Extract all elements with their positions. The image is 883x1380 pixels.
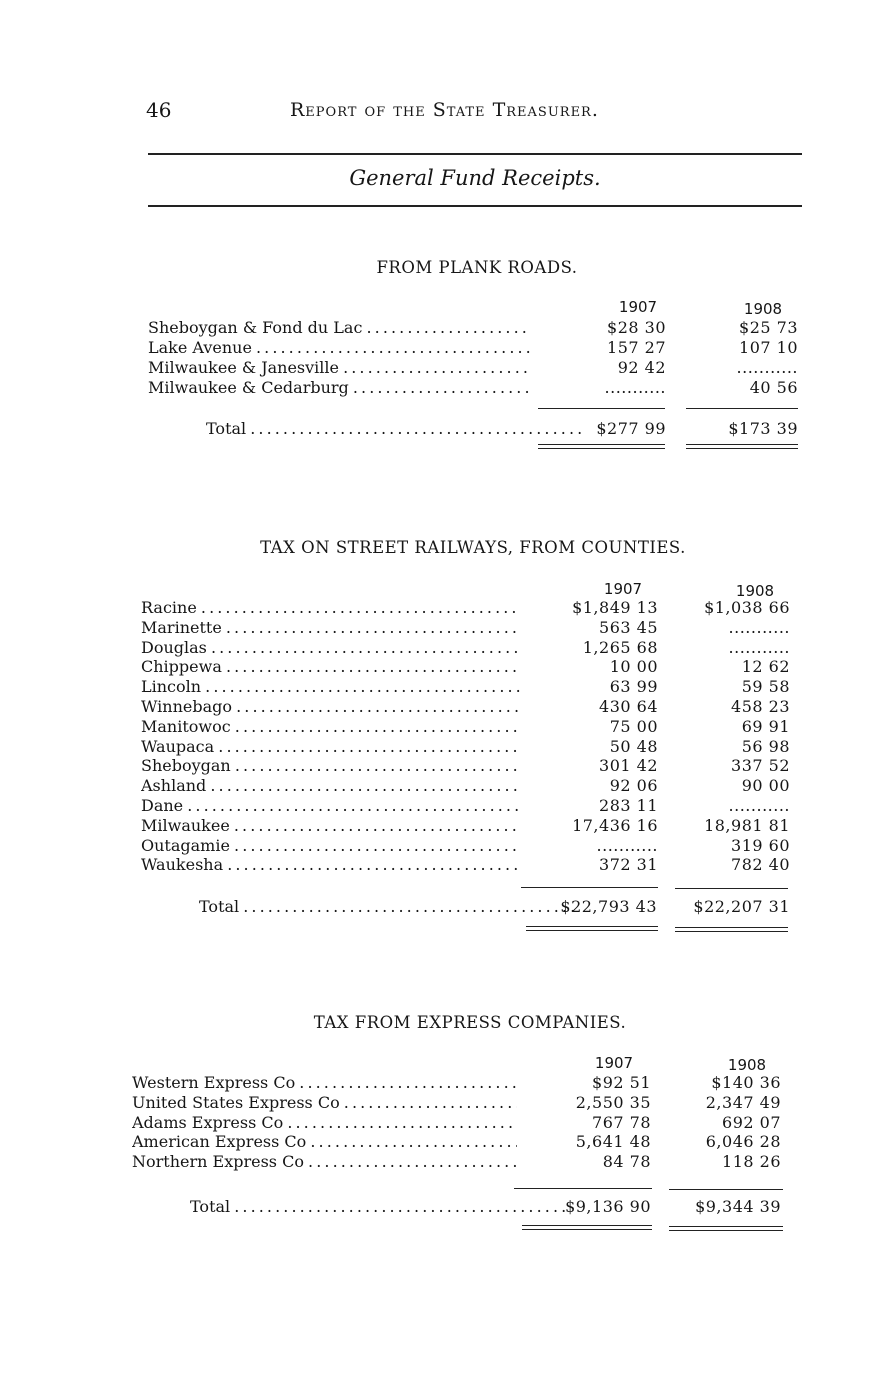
table-row <box>132 1073 786 1093</box>
cell-1908: 12 62 <box>741 657 790 677</box>
row-label: Milwaukee . . . <box>141 816 521 835</box>
cell-1908: 2,347 49 <box>705 1092 781 1112</box>
street-railways-table <box>141 538 795 938</box>
total-row <box>141 897 795 917</box>
cell-1908: 337 52 <box>731 756 790 776</box>
sum-line-1907 <box>521 887 658 888</box>
row-label: Northern Express Co . . . <box>132 1152 517 1171</box>
cell-1908: ........... <box>728 637 790 657</box>
table-row <box>141 776 795 796</box>
table-row <box>141 677 795 697</box>
cell-1907: 75 00 <box>609 716 658 736</box>
row-label: Western Express Co . . . <box>132 1073 517 1092</box>
double-rule-1907 <box>526 926 658 931</box>
row-label: Adams Express Co . . . <box>132 1113 517 1132</box>
row-label: United States Express Co . . . <box>132 1093 517 1112</box>
row-label: Dane . . . <box>141 796 521 815</box>
cell-1907: 10 00 <box>609 657 658 677</box>
table-row <box>141 756 795 776</box>
cell-1908: 40 56 <box>749 378 798 397</box>
cell-1907: 1,265 68 <box>582 637 658 657</box>
total-1908: $22,207 31 <box>693 897 790 916</box>
double-rule-1907 <box>538 444 665 449</box>
table-row <box>148 318 802 338</box>
cell-1907: 17,436 16 <box>572 815 658 835</box>
row-label: Sheboygan . . . <box>141 756 521 775</box>
table-row <box>141 638 795 658</box>
cell-1908: 69 91 <box>741 716 790 736</box>
column-header-1908: 1908 <box>735 582 775 600</box>
total-row <box>132 1197 786 1217</box>
cell-1907: 63 99 <box>609 677 658 697</box>
bottom-rule <box>148 205 802 207</box>
cell-1907: 92 06 <box>609 776 658 796</box>
table-row <box>141 697 795 717</box>
cell-1908: 692 07 <box>722 1112 781 1132</box>
section-title: FROM PLANK ROADS. <box>376 258 578 277</box>
double-rule-1908 <box>675 927 788 932</box>
sum-line-1907 <box>514 1188 652 1189</box>
double-rule-1908 <box>669 1226 783 1231</box>
table-row <box>148 338 802 358</box>
total-1907: $277 99 <box>596 419 666 438</box>
cell-1908: $140 36 <box>711 1073 781 1092</box>
table-row <box>148 378 802 398</box>
cell-1908: 18,981 81 <box>704 815 790 835</box>
total-label: Total . . . <box>141 897 574 916</box>
section-title: TAX ON STREET RAILWAYS, FROM COUNTIES. <box>260 538 686 557</box>
cell-1908: 118 26 <box>722 1152 781 1172</box>
cell-1908: $25 73 <box>739 318 798 337</box>
table-row <box>141 657 795 677</box>
cell-1907: 50 48 <box>609 736 658 756</box>
cell-1907: 767 78 <box>592 1112 651 1132</box>
cell-1907: 84 78 <box>602 1152 651 1172</box>
row-label: Marinette . . . <box>141 618 521 637</box>
page-number: 46 <box>146 98 172 122</box>
table-row <box>141 717 795 737</box>
cell-1908: 56 98 <box>741 736 790 756</box>
total-label: Total . . . <box>148 419 586 438</box>
row-label: Lake Avenue . . . <box>148 338 530 357</box>
cell-1907: 283 11 <box>599 796 658 815</box>
cell-1907: 92 42 <box>617 358 666 377</box>
cell-1908: ........... <box>728 796 790 815</box>
cell-1907: 157 27 <box>607 338 666 357</box>
double-rule-1907 <box>522 1225 652 1230</box>
table-row <box>141 618 795 638</box>
cell-1908: $1,038 66 <box>704 598 790 617</box>
cell-1907: 563 45 <box>599 617 658 637</box>
row-label: Waukesha . . . <box>141 855 521 874</box>
row-label: Manitowoc . . . <box>141 717 521 736</box>
row-label: Ashland . . . <box>141 776 521 795</box>
row-label: Douglas . . . <box>141 638 521 657</box>
table-row <box>141 796 795 816</box>
row-label: Winnebago . . . <box>141 697 521 716</box>
section-title: TAX FROM EXPRESS COMPANIES. <box>313 1013 627 1032</box>
cell-1907: ........... <box>596 835 658 855</box>
double-rule-1908 <box>686 444 798 449</box>
running-head: Report of the State Treasurer. <box>290 99 599 121</box>
table-row <box>132 1113 786 1133</box>
row-label: American Express Co . . . <box>132 1132 517 1151</box>
row-label: Milwaukee & Janesville . . . <box>148 358 530 377</box>
column-header-1907: 1907 <box>594 1054 634 1072</box>
fund-title: General Fund Receipts. <box>349 166 601 190</box>
total-label: Total . . . <box>132 1197 568 1216</box>
cell-1907: $1,849 13 <box>572 598 658 617</box>
total-1907: $22,793 43 <box>560 897 657 916</box>
cell-1908: 90 00 <box>741 776 790 796</box>
cell-1907: 5,641 48 <box>575 1132 651 1152</box>
cell-1907: $92 51 <box>592 1073 651 1092</box>
cell-1908: 59 58 <box>741 677 790 697</box>
row-label: Lincoln . . . <box>141 677 521 696</box>
cell-1908: ........... <box>736 358 798 377</box>
table-row <box>148 358 802 378</box>
cell-1907: $28 30 <box>607 318 666 337</box>
cell-1908: 458 23 <box>731 697 790 716</box>
column-header-1907: 1907 <box>603 580 643 598</box>
row-label: Sheboygan & Fond du Lac . . . <box>148 318 530 337</box>
table-row <box>141 816 795 836</box>
row-label: Milwaukee & Cedarburg . . . <box>148 378 530 397</box>
sum-line-1908 <box>675 888 788 889</box>
column-header-1908: 1908 <box>727 1056 767 1074</box>
table-row <box>141 855 795 875</box>
table-row <box>141 836 795 856</box>
top-rule <box>148 153 802 155</box>
plank-roads-table <box>148 258 802 458</box>
total-1908: $9,344 39 <box>695 1197 781 1216</box>
total-row <box>148 419 802 439</box>
cell-1908: 107 10 <box>739 338 798 357</box>
column-header-1907: 1907 <box>618 298 658 316</box>
cell-1908: 6,046 28 <box>705 1132 781 1152</box>
table-row <box>132 1093 786 1113</box>
cell-1907: 2,550 35 <box>575 1092 651 1112</box>
express-companies-table <box>132 1013 786 1243</box>
table-row <box>132 1152 786 1172</box>
cell-1907: 430 64 <box>599 697 658 716</box>
cell-1908: 319 60 <box>731 835 790 855</box>
total-1908: $173 39 <box>728 419 798 438</box>
table-row <box>141 737 795 757</box>
cell-1907: ........... <box>604 378 666 397</box>
sum-line-1907 <box>538 408 665 409</box>
row-label: Racine . . . <box>141 598 521 617</box>
cell-1908: 782 40 <box>731 855 790 875</box>
cell-1907: 372 31 <box>599 855 658 875</box>
total-1907: $9,136 90 <box>565 1197 651 1216</box>
row-label: Outagamie . . . <box>141 836 521 855</box>
column-header-1908: 1908 <box>743 300 783 318</box>
sum-line-1908 <box>669 1189 783 1190</box>
sum-line-1908 <box>686 408 798 409</box>
cell-1907: 301 42 <box>599 756 658 776</box>
row-label: Waupaca . . . <box>141 737 521 756</box>
row-label: Chippewa . . . <box>141 657 521 676</box>
table-row <box>141 598 795 618</box>
table-row <box>132 1132 786 1152</box>
cell-1908: ........... <box>728 617 790 637</box>
